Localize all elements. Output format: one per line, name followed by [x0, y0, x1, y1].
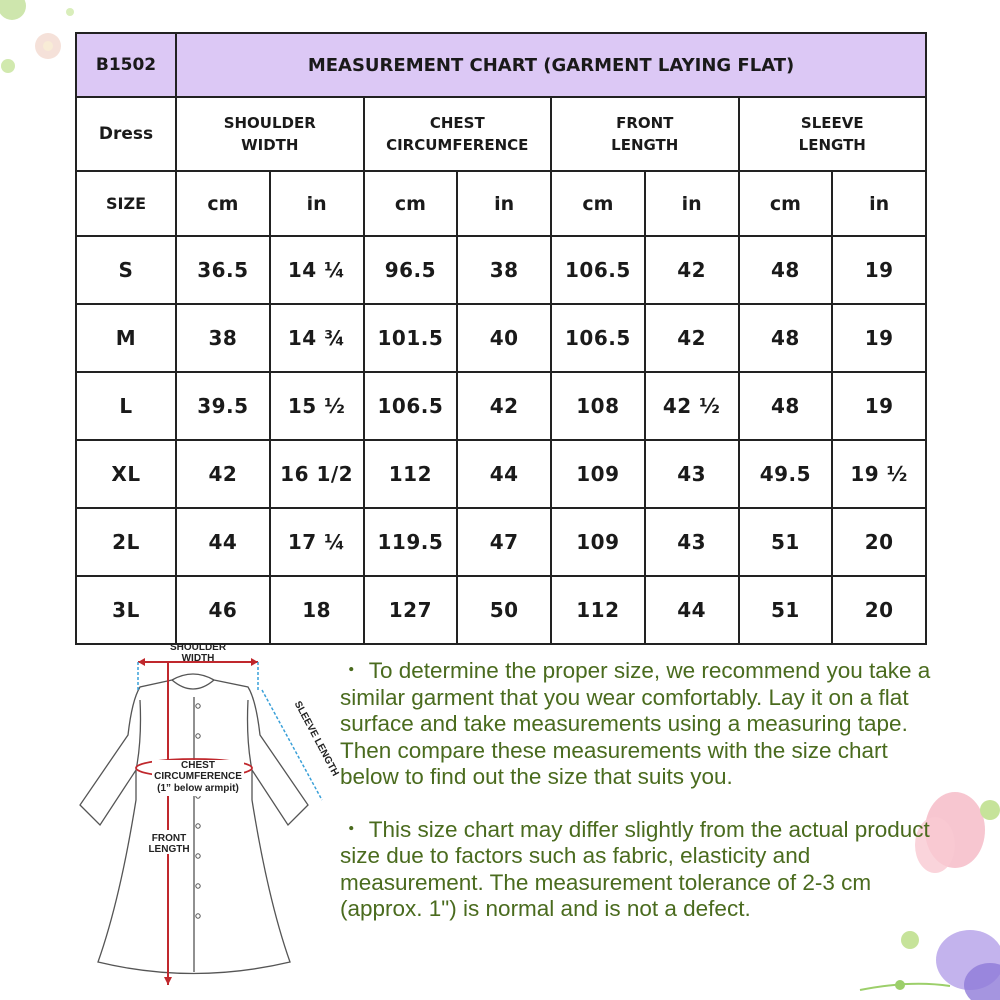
diagram-front-label: FRONT: [151, 833, 187, 844]
table-row: [76, 440, 926, 508]
value-cell: 42: [176, 440, 270, 508]
value-cell: 46: [176, 576, 270, 644]
value-cell: 51: [739, 576, 833, 644]
value-cell: 48: [739, 236, 833, 304]
chart-title: MEASUREMENT CHART (GARMENT LAYING FLAT): [176, 33, 926, 97]
unit-in: in: [832, 171, 926, 236]
unit-in: in: [457, 171, 551, 236]
dress-outline-icon: [80, 674, 308, 974]
value-cell: 47: [457, 508, 551, 576]
unit-row: [76, 171, 926, 236]
value-cell: 38: [457, 236, 551, 304]
value-cell: 112: [364, 440, 458, 508]
diagram-sleeve-length-label: SLEEVE LENGTH: [291, 699, 341, 779]
size-cell: XL: [76, 440, 176, 508]
header-sleeve-length: SLEEVE LENGTH: [739, 97, 927, 171]
value-cell: 43: [645, 440, 739, 508]
value-cell: 19: [832, 304, 926, 372]
measurement-table: [75, 32, 927, 645]
value-cell: 44: [645, 576, 739, 644]
diagram-length-label: LENGTH: [148, 844, 190, 855]
diagram-circumference-label: CIRCUMFERENCE: [154, 771, 242, 782]
unit-in: in: [645, 171, 739, 236]
value-cell: 44: [457, 440, 551, 508]
category-label: Dress: [76, 97, 176, 171]
unit-in: in: [270, 171, 364, 236]
value-cell: 42: [645, 236, 739, 304]
unit-cm: cm: [739, 171, 833, 236]
value-cell: 127: [364, 576, 458, 644]
unit-cm: cm: [364, 171, 458, 236]
value-cell: 38: [176, 304, 270, 372]
value-cell: 106.5: [364, 372, 458, 440]
value-cell: 18: [270, 576, 364, 644]
value-cell: 50: [457, 576, 551, 644]
value-cell: 20: [832, 576, 926, 644]
unit-cm: cm: [176, 171, 270, 236]
value-cell: 109: [551, 440, 645, 508]
value-cell: 96.5: [364, 236, 458, 304]
diagram-shoulder-label: SHOULDER: [169, 642, 227, 653]
value-cell: 109: [551, 508, 645, 576]
table-row: [76, 304, 926, 372]
table-row: [76, 576, 926, 644]
value-cell: 20: [832, 508, 926, 576]
value-cell: 19: [832, 372, 926, 440]
diagram-width-label: WIDTH: [181, 653, 215, 664]
value-cell: 16 1/2: [270, 440, 364, 508]
header-chest-circumference: CHEST CIRCUMFERENCE: [364, 97, 552, 171]
value-cell: 112: [551, 576, 645, 644]
value-cell: 19 ½: [832, 440, 926, 508]
value-cell: 15 ½: [270, 372, 364, 440]
header-front-length: FRONT LENGTH: [551, 97, 739, 171]
value-cell: 14 ¾: [270, 304, 364, 372]
value-cell: 40: [457, 304, 551, 372]
size-notes: [340, 658, 940, 949]
value-cell: 106.5: [551, 304, 645, 372]
value-cell: 36.5: [176, 236, 270, 304]
diagram-chest-label: CHEST: [181, 760, 215, 771]
value-cell: 106.5: [551, 236, 645, 304]
header-row: [76, 97, 926, 171]
value-cell: 48: [739, 304, 833, 372]
unit-cm: cm: [551, 171, 645, 236]
value-cell: 48: [739, 372, 833, 440]
table-row: [76, 508, 926, 576]
value-cell: 49.5: [739, 440, 833, 508]
value-cell: 42 ½: [645, 372, 739, 440]
size-cell: M: [76, 304, 176, 372]
value-cell: 39.5: [176, 372, 270, 440]
size-cell: 3L: [76, 576, 176, 644]
value-cell: 119.5: [364, 508, 458, 576]
title-row: [76, 33, 926, 97]
size-label: SIZE: [76, 171, 176, 236]
value-cell: 44: [176, 508, 270, 576]
value-cell: 43: [645, 508, 739, 576]
note-paragraph: ・ To determine the proper size, we recommend you take a similar garment that you wear comfortably. Lay it on a flat surface and take measurements using a measuring tape. Then compare these measurements with the size chart below to find out the size that suits you.: [340, 658, 931, 789]
flower-decoration-top-left-icon: [0, 0, 80, 80]
value-cell: 101.5: [364, 304, 458, 372]
table-row: [76, 372, 926, 440]
size-cell: L: [76, 372, 176, 440]
diagram-below-armpit-label: (1” below armpit): [157, 783, 239, 794]
value-cell: 108: [551, 372, 645, 440]
value-cell: 14 ¼: [270, 236, 364, 304]
value-cell: 51: [739, 508, 833, 576]
size-cell: S: [76, 236, 176, 304]
value-cell: 42: [645, 304, 739, 372]
size-cell: 2L: [76, 508, 176, 576]
button-icon: [196, 704, 200, 918]
header-shoulder-width: SHOULDER WIDTH: [176, 97, 364, 171]
dress-measurement-diagram: [70, 640, 345, 990]
value-cell: 42: [457, 372, 551, 440]
value-cell: 17 ¼: [270, 508, 364, 576]
note-paragraph: ・ This size chart may differ slightly from the actual product size due to factors such as fabric, elasticity and measurement. The measurement tolerance of 2-3 cm (approx. 1") is normal and is not a defect.: [340, 816, 930, 921]
product-code: B1502: [76, 33, 176, 97]
value-cell: 19: [832, 236, 926, 304]
table-row: [76, 236, 926, 304]
